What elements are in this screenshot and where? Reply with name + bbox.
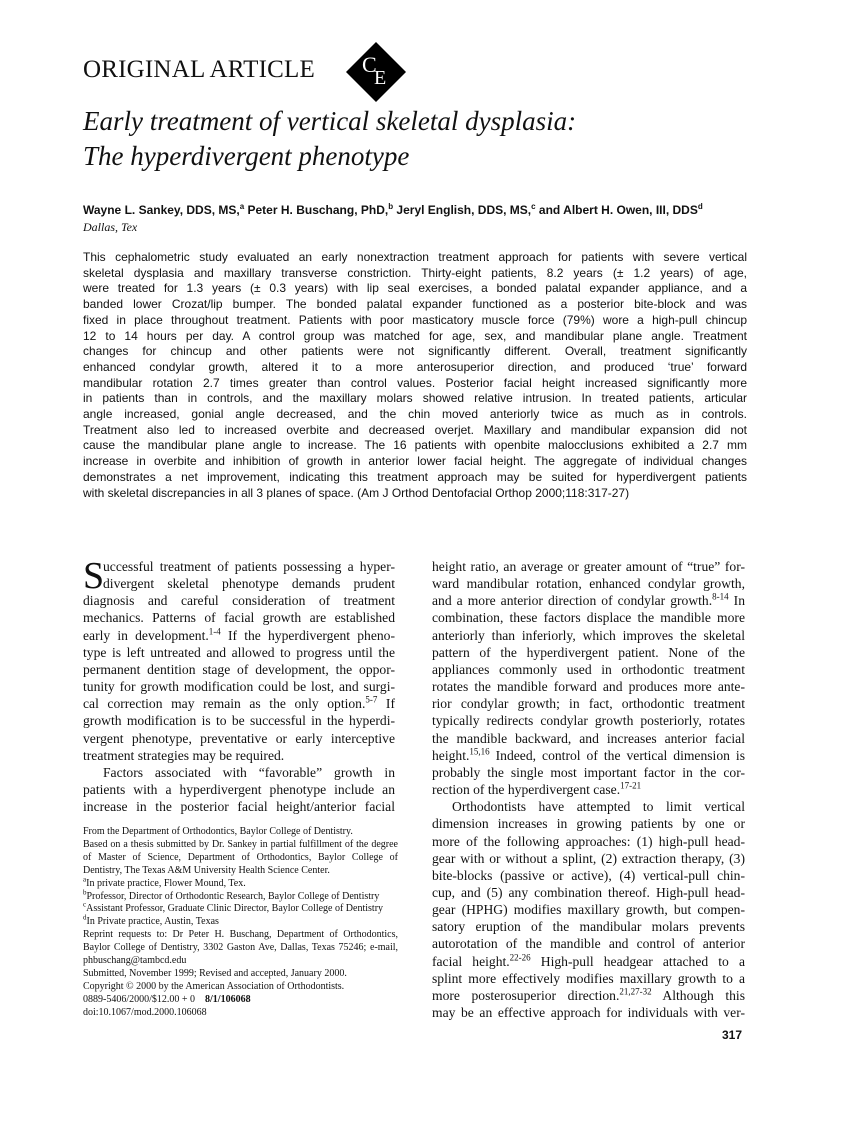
footnote: Based on a thesis submitted by Dr. Sankey in partial fulfillment of the degree of Master of Science, Department of Orthodontics, Baylor College of Dentistry, The Texas A&M University Health Science Center. bbox=[83, 838, 398, 876]
text-line: satory eruption of the mandibular molars prevents bbox=[432, 919, 745, 935]
text-line: gear (HPHG) modifies maxillary growth, but compen- bbox=[432, 902, 745, 918]
text-line: bite-blocks (passive or active), (4) vertical-pull chin- bbox=[432, 867, 745, 883]
text-line: combination, these factors displace the mandible more bbox=[432, 610, 745, 626]
text-line: facial height.$^{22-26}$ High-pull headgear attached to a bbox=[432, 952, 745, 969]
title-line-2: The hyperdivergent phenotype bbox=[83, 141, 410, 171]
citation-ref: 17-21 bbox=[620, 780, 642, 791]
text-line: increase in overbite and inhibition of growth in anterior lower facial height. The aggregate of individual changes bbox=[83, 454, 747, 469]
footnote: From the Department of Orthodontics, Baylor College of Dentistry. bbox=[83, 826, 353, 837]
citation-ref: 22-26 bbox=[509, 952, 531, 963]
text-line: cause the mandibular plane angle to increase. The 16 patients with openbite malocclusions exhibited a 2.7 mm bbox=[83, 438, 747, 453]
text-line: typically redirects condylar growth posteriorly, rotates bbox=[432, 713, 745, 729]
author-location: Dallas, Tex bbox=[83, 220, 138, 234]
body-column-left bbox=[83, 555, 395, 815]
text-line: tunity for growth modification could be lost, and surgi- bbox=[83, 679, 395, 695]
author: and Albert H. Owen, III, DDS bbox=[535, 203, 698, 217]
abstract bbox=[83, 250, 747, 501]
author: Peter H. Buschang, PhD, bbox=[244, 203, 389, 217]
footnote: $^c$Assistant Professor, Graduate Clinic Director, Baylor College of Dentistry bbox=[83, 901, 384, 915]
drop-cap: S bbox=[83, 555, 105, 597]
text-line: divergent skeletal phenotype demands prudent bbox=[103, 576, 395, 592]
text-line: Factors associated with “favorable” growth in bbox=[103, 764, 395, 780]
title-line-1: Early treatment of vertical skeletal dysplasia: bbox=[83, 106, 577, 136]
continuing-education-logo bbox=[346, 42, 406, 102]
author: Jeryl English, DDS, MS, bbox=[393, 203, 532, 217]
text-line: type is left untreated and allowed to progress until the bbox=[83, 644, 395, 660]
text-line: probably the single most important factor in the cor- bbox=[432, 764, 745, 780]
footnote: $^a$In private practice, Flower Mound, Tex. bbox=[83, 875, 246, 889]
footnote-reprint: Reprint requests to: Dr Peter H. Buschang, Department of Orthodontics, Baylor College of Dentistry, 3302 Gaston Ave, Dallas, Texas 75246; e-mail, phbuschang@tambcd.edu bbox=[83, 929, 398, 967]
text-line: more of the following approaches: (1) high-pull head- bbox=[432, 833, 745, 849]
text-line: rior condylar growth; in fact, orthodontic treatment bbox=[432, 696, 745, 712]
footnote: Submitted, November 1999; Revised and accepted, January 2000. bbox=[83, 967, 347, 979]
text-line: were treated for 1.3 years (± 0.3 years) with lip seal exercises, a bonded palatal expander appliance, and a bbox=[83, 281, 747, 296]
text-line: 12 to 14 hours per day. A control group was matched for age, sex, and mandibular plane angle. Treatment bbox=[83, 328, 747, 343]
text-line: enhanced condylar growth, altered it to a more anterosuperior direction, and produced ‘true’ forward bbox=[83, 359, 747, 374]
footnote: Copyright © 2000 by the American Association of Orthodontists. bbox=[83, 980, 345, 992]
author: Wayne L. Sankey, DDS, MS, bbox=[83, 203, 240, 217]
text-line: Treatment also led to increased overbite and decreased overjet. Maxillary and mandibular expansion did not bbox=[83, 422, 747, 437]
text-line: early in development.$^{1-4}$ If the hyperdivergent pheno- bbox=[83, 626, 395, 643]
text-line: pattern of the hyperdivergent patient. None of the bbox=[432, 644, 745, 660]
footnotes bbox=[83, 826, 398, 1020]
logo-letter-c: C bbox=[362, 52, 377, 77]
text-line: treatment strategies may be required. bbox=[83, 747, 285, 763]
text-line: fixed in place throughout treatment. Patients with poor masticatory muscle force (79%) wore a high-pull chincup bbox=[83, 312, 747, 327]
citation-ref: 5-7 bbox=[365, 694, 378, 705]
text-line: gear with or without a splint, (2) extraction therapy, (3) bbox=[432, 850, 745, 866]
text-line: with skeletal discrepancies in all 3 planes of space. (Am J Orthod Dentofacial Orthop 2000;118:317-27) bbox=[83, 485, 630, 500]
text-line: demonstrates a net improvement, indicating this treatment approach may be suited for hyperdivergent patients bbox=[83, 469, 747, 484]
affiliation-mark: b bbox=[388, 202, 394, 211]
text-line: uccessful treatment of patients possessing a hyper- bbox=[103, 559, 395, 574]
affiliation-mark: c bbox=[531, 202, 536, 211]
text-line: rection of the hyperdivergent case.$^{17-21}$ bbox=[432, 780, 642, 798]
citation-ref: 8-14 bbox=[712, 591, 729, 602]
text-line: rotates the mandible forward and produces more ante- bbox=[432, 679, 745, 695]
text-line: patients with a hyperdivergent phenotype include an bbox=[83, 782, 395, 798]
text-line: height ratio, an average or greater amount of “true” for- bbox=[432, 559, 745, 574]
text-line: more posterosuperior direction.$^{21,27-32}$ Although this bbox=[432, 986, 745, 1003]
text-line: changes for chincup and other patients were not significantly different. Overall, treatment significantly bbox=[83, 344, 747, 359]
text-line: may be an effective approach for individuals with ver- bbox=[432, 1005, 745, 1021]
text-line: appliances commonly used in orthodontic treatment bbox=[432, 661, 745, 677]
section-label: ORIGINAL ARTICLE bbox=[83, 56, 315, 83]
text-line: vergent phenotype, preventative or early interceptive bbox=[83, 730, 395, 746]
text-line: Orthodontists have attempted to limit vertical bbox=[452, 799, 745, 815]
text-line: This cephalometric study evaluated an early nonextraction treatment approach for patients with severe vertical bbox=[83, 250, 747, 264]
text-line: splint more effectively modifies maxillary growth to a bbox=[432, 970, 745, 986]
text-line: banded lower Crozat/lip bumper. The bonded palatal expander functioned as a posterior bite-block and was bbox=[83, 297, 747, 312]
text-line: anteriorly than inferiorly, which improves the skeletal bbox=[432, 627, 745, 643]
text-line: the mandible backward, and increases anterior facial bbox=[432, 730, 745, 746]
footnote: $^b$Professor, Director of Orthodontic Research, Baylor College of Dentistry bbox=[83, 888, 380, 902]
footnote: 0889-5406/2000/$12.00 + 0 8/1/106068 bbox=[83, 993, 251, 1005]
text-line: ward mandibular rotation, enhanced condylar growth, bbox=[432, 576, 745, 592]
citation-ref: 1-4 bbox=[208, 626, 221, 637]
text-line: and a more anterior direction of condylar growth.$^{8-14}$ In bbox=[432, 591, 745, 609]
text-line: cal correction may remain as the only option.$^{5-7}$ If bbox=[83, 694, 395, 712]
author-list bbox=[83, 202, 703, 217]
body-column-right bbox=[432, 558, 745, 1021]
text-line: increase in the posterior facial height/anterior facial bbox=[83, 799, 395, 815]
page-number: 317 bbox=[722, 1028, 743, 1042]
affiliation-mark: a bbox=[239, 202, 245, 211]
citation-ref: 21,27-32 bbox=[619, 986, 652, 997]
article-title bbox=[83, 104, 576, 174]
text-line: height.$^{15,16}$ Indeed, control of the vertical dimension is bbox=[432, 746, 745, 763]
text-line: dimension increases in growing patients by one or bbox=[432, 816, 745, 832]
text-line: in patients than in controls, and the maxillary molars showed relative intrusion. In treated patients, articular bbox=[83, 391, 747, 406]
text-line: autorotation of the mandible and control of anterior bbox=[432, 936, 745, 952]
text-line: cup, and (5) any combination thereof. High-pull head- bbox=[432, 884, 745, 900]
text-line: permanent dentition stage of development, the oppor- bbox=[83, 661, 395, 677]
logo-letter-e: E bbox=[374, 67, 387, 89]
text-line: mandibular rotation 2.7 times greater than control values. Posterior facial height increased significantly more bbox=[83, 375, 747, 390]
text-line: angle increased, gonial angle decreased, and the chin moved anteriorly twice as much as in controls. bbox=[83, 407, 747, 422]
footnote: $^d$In Private practice, Austin, Texas bbox=[83, 914, 219, 928]
footnote-doi: doi:10.1067/mod.2000.106068 bbox=[83, 1006, 207, 1018]
text-line: mechanics. Patterns of facial growth are established bbox=[83, 610, 395, 626]
text-line: diagnosis and careful consideration of treatment bbox=[83, 593, 395, 609]
text-line: growth modification is to be successful in the hyperdi- bbox=[83, 713, 395, 729]
affiliation-mark: d bbox=[697, 202, 703, 211]
citation-ref: 15,16 bbox=[469, 746, 490, 757]
text-line: skeletal dysplasia and maxillary transverse constriction. Thirty-eight patients, 8.2 years (± 1.2 years) of age, bbox=[83, 265, 747, 280]
